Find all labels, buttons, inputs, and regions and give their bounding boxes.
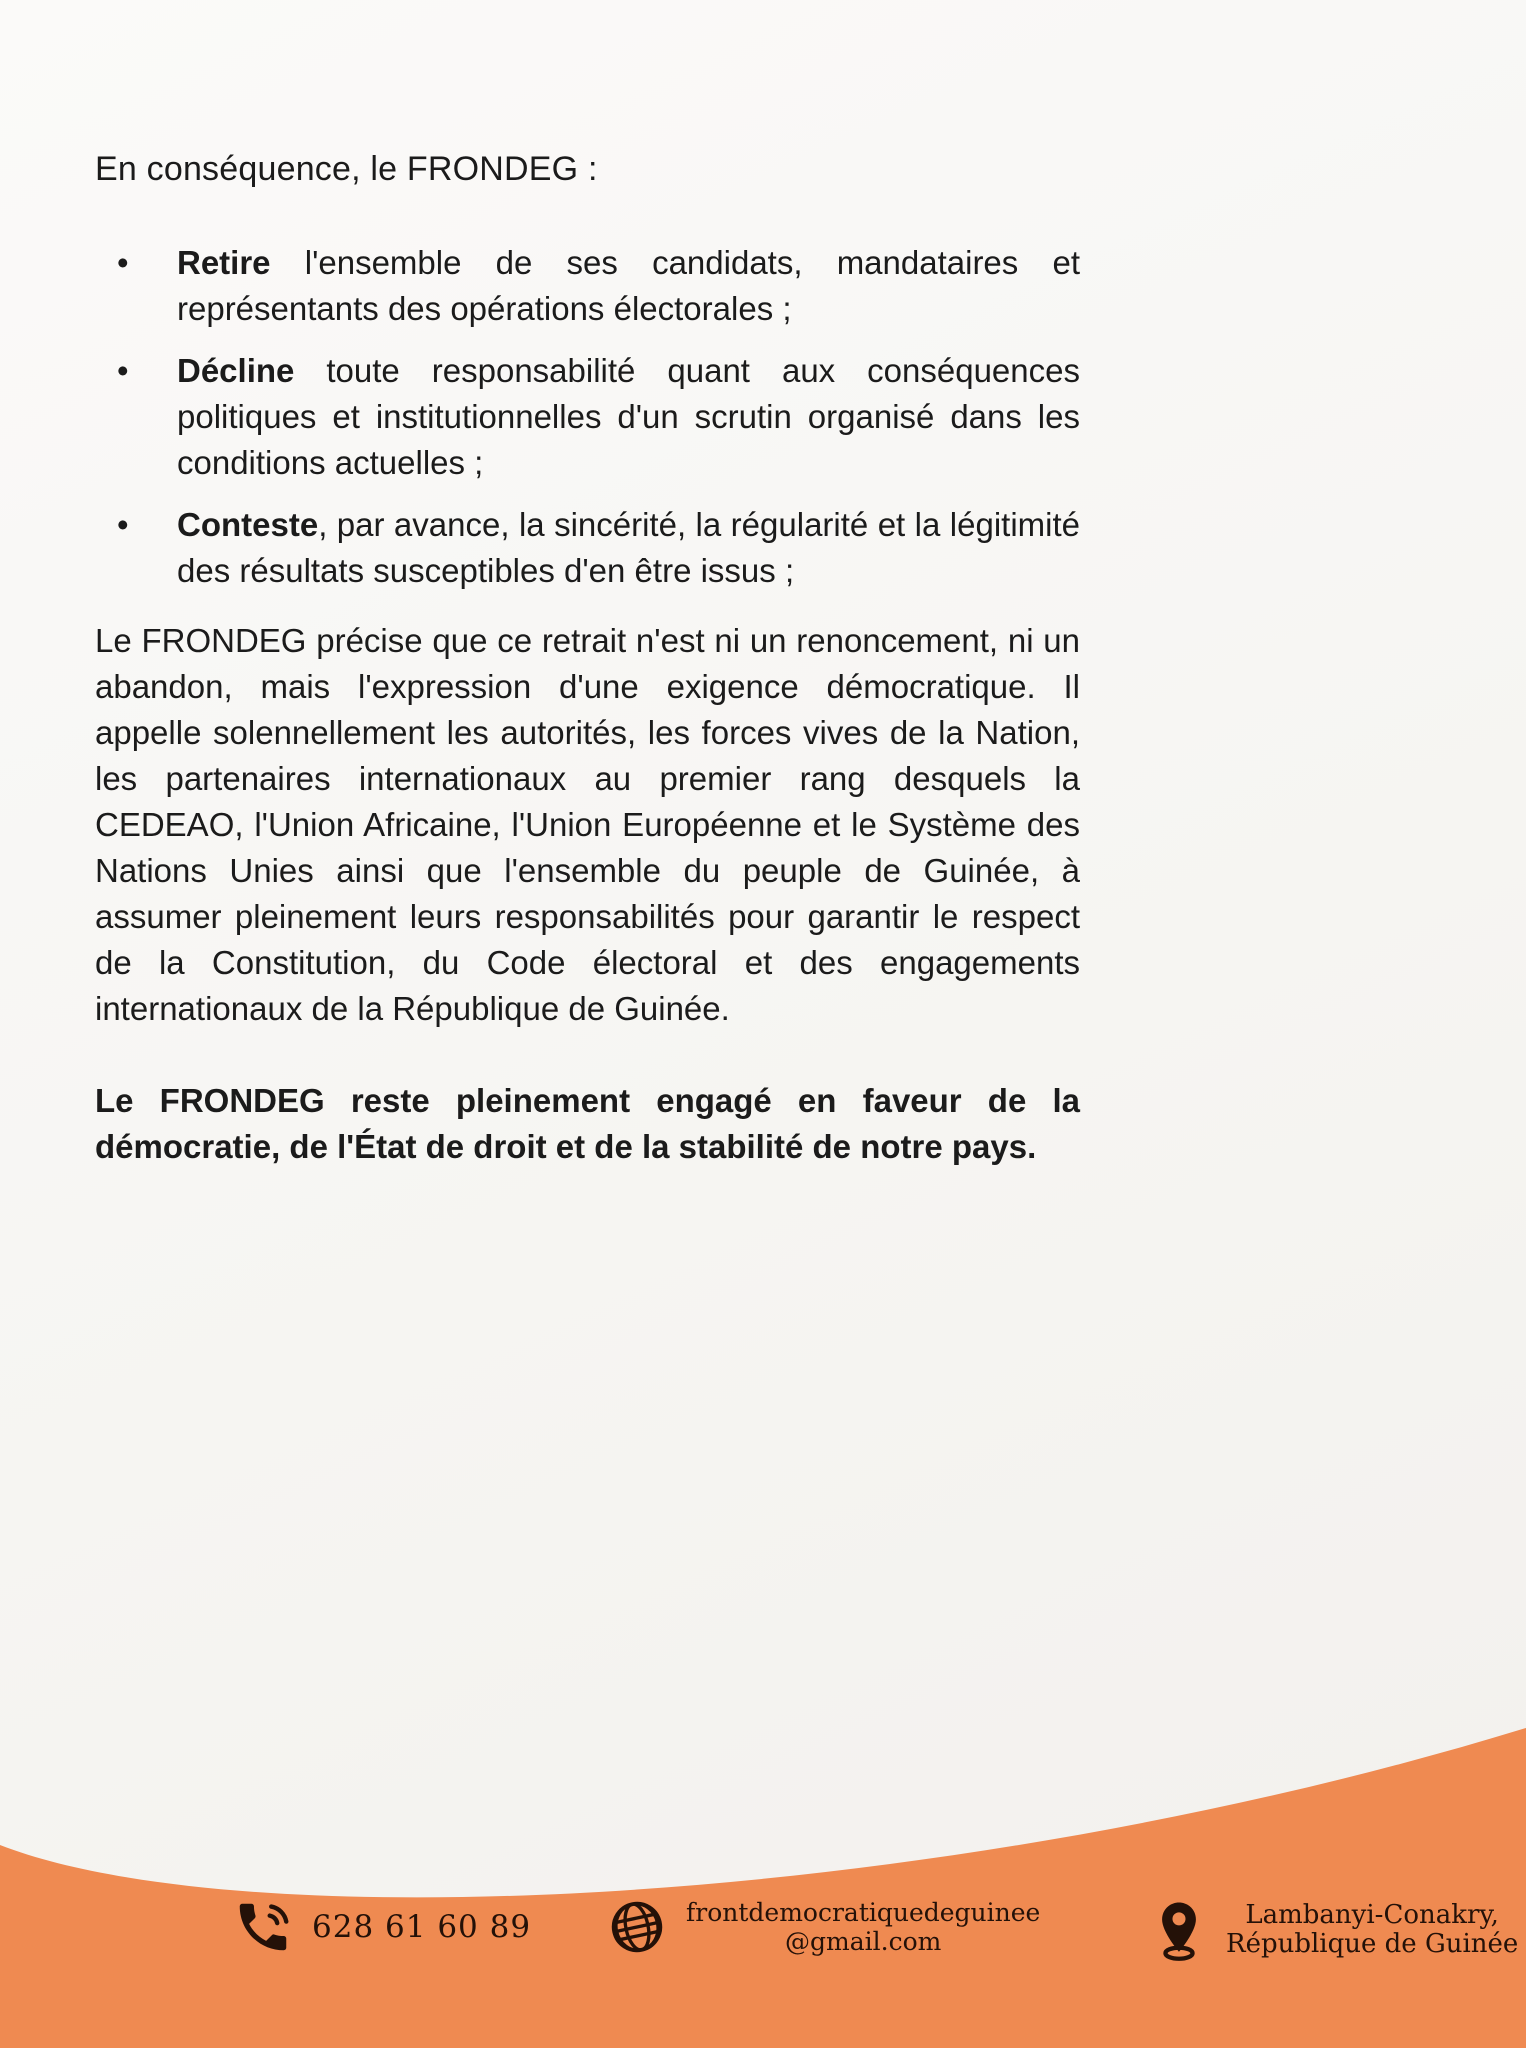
footer-phone-group bbox=[232, 1896, 531, 1958]
bullet-list bbox=[95, 240, 1080, 610]
bullet-marker: • bbox=[117, 244, 129, 281]
bullet-text bbox=[177, 348, 1080, 486]
address-line1: Lambanyi-Conakry, bbox=[1245, 1900, 1499, 1930]
bullet-text bbox=[177, 502, 1080, 594]
list-item bbox=[95, 502, 1080, 594]
bullet-lead-word: Décline bbox=[177, 352, 295, 389]
email-address bbox=[686, 1898, 1040, 1956]
bullet-rest-text: toute responsabilité quant aux conséquences politiques et institutionnelles d'un scrutin organisé dans les conditions actuelles ; bbox=[177, 352, 1080, 481]
bullet-lead-word: Retire bbox=[177, 244, 271, 281]
closing-statement: Le FRONDEG reste pleinement engagé en faveur de la démocratie, de l'État de droit et de la stabilité de notre pays. bbox=[95, 1082, 1080, 1165]
intro-heading: En conséquence, le FRONDEG : bbox=[95, 150, 598, 188]
email-line1: frontdemocratiquedeguinee bbox=[686, 1898, 1041, 1927]
address-line2: République de Guinée bbox=[1226, 1929, 1519, 1959]
phone-icon bbox=[232, 1896, 294, 1958]
bullet-lead-word: Conteste bbox=[177, 506, 319, 543]
bullet-text bbox=[177, 240, 1080, 332]
location-pin-icon bbox=[1150, 1896, 1208, 1964]
footer-email-group bbox=[606, 1896, 1040, 1958]
list-item bbox=[95, 348, 1080, 486]
bullet-rest-text: , par avance, la sincérité, la régularité et la légitimité des résultats susceptibles d'en être issus ; bbox=[177, 506, 1080, 589]
phone-number: 628 61 60 89 bbox=[312, 1909, 532, 1945]
globe-icon bbox=[600, 1890, 674, 1964]
footer-contact-bar bbox=[0, 1888, 1526, 2048]
bullet-marker: • bbox=[117, 506, 129, 543]
bullet-marker: • bbox=[117, 352, 129, 389]
email-line2: @gmail.com bbox=[785, 1927, 942, 1956]
body-paragraph: Le FRONDEG précise que ce retrait n'est ni un renoncement, ni un abandon, mais l'expression d'une exigence démocratique. Il appelle solennellement les autorités, les forces vives de la Nation, les partenaires internationaux au premier rang desquels la CEDEAO, l'Union Africaine, l'Union Européenne et le Système des Nations Unies ainsi que l'ensemble du peuple de Guinée, à assumer pleinement leurs responsabilités pour garantir le respect de la Constitution, du Code électoral et des engagements internationaux de la République de Guinée. bbox=[95, 622, 1080, 1027]
address bbox=[1226, 1901, 1518, 1959]
list-item bbox=[95, 240, 1080, 332]
footer-address-group bbox=[1150, 1896, 1518, 1964]
bullet-rest-text: l'ensemble de ses candidats, mandataires et représentants des opérations électorales ; bbox=[177, 244, 1080, 327]
